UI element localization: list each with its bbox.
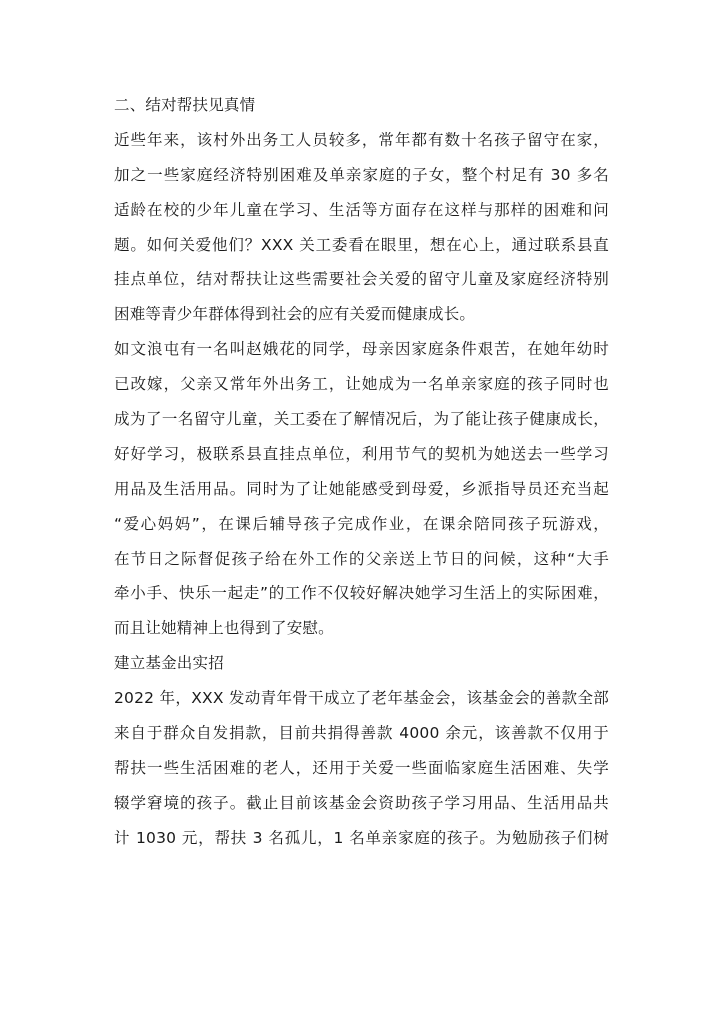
- paragraph-3-line: 辍学窘境的孩子。截止目前该基金会资助孩子学习用品、生活用品共: [114, 793, 609, 812]
- document-body: [114, 88, 609, 856]
- paragraph-2-line: 而且让她精神上也得到了安慰。: [114, 619, 334, 638]
- paragraph-3-line: 计 1030 元，帮扶 3 名孤儿，1 名单亲家庭的孩子。为勉励孩子们树: [114, 828, 609, 847]
- paragraph-2-line: 牵小手、快乐一起走”的工作不仅较好解决她学习生活上的实际困难，: [114, 584, 609, 603]
- section-heading-fund: 建立基金出实招: [114, 654, 224, 673]
- paragraph-1-line: 适龄在校的少年儿童在学习、生活等方面存在这样与那样的困难和问: [114, 200, 609, 219]
- paragraph-3-line: 帮扶一些生活困难的老人，还用于关爱一些面临家庭生活困难、失学: [114, 758, 609, 777]
- paragraph-2-line: 成为了一名留守儿童，关工委在了解情况后，为了能让孩子健康成长，: [114, 410, 609, 429]
- paragraph-2-line: 在节日之际督促孩子给在外工作的父亲送上节日的问候，这种“大手: [114, 549, 609, 568]
- paragraph-1-line: 加之一些家庭经济特别困难及单亲家庭的子女，整个村足有 30 多名: [114, 165, 609, 184]
- paragraph-1-line: 挂点单位，结对帮扶让这些需要社会关爱的留守儿童及家庭经济特别: [114, 270, 609, 289]
- paragraph-1-line: 题。如何关爱他们？XXX 关工委看在眼里，想在心上，通过联系县直: [114, 235, 609, 254]
- paragraph-2-line: 用品及生活用品。同时为了让她能感受到母爱，乡派指导员还充当起: [114, 479, 609, 498]
- paragraph-2-line: 好好学习，极联系县直挂点单位，利用节气的契机为她送去一些学习: [114, 444, 609, 463]
- paragraph-1-line: 近些年来，该村外出务工人员较多，常年都有数十名孩子留守在家，: [114, 130, 609, 149]
- paragraph-3-line: 来自于群众自发捐款，目前共捐得善款 4000 余元，该善款不仅用于: [114, 724, 609, 743]
- paragraph-1-line: 困难等青少年群体得到社会的应有关爱而健康成长。: [114, 305, 476, 324]
- paragraph-2-line: 如文浪屯有一名叫赵娥花的同学，母亲因家庭条件艰苦，在她年幼时: [114, 340, 609, 359]
- paragraph-2-line: 已改嫁，父亲又常年外出务工，让她成为一名单亲家庭的孩子同时也: [114, 375, 609, 394]
- paragraph-3-line: 2022 年，XXX 发动青年骨干成立了老年基金会，该基金会的善款全部: [114, 689, 609, 708]
- section-heading-structured-assistance: 二、结对帮扶见真情: [114, 96, 256, 114]
- paragraph-2-line: “爱心妈妈”，在课后辅导孩子完成作业，在课余陪同孩子玩游戏，: [114, 514, 609, 533]
